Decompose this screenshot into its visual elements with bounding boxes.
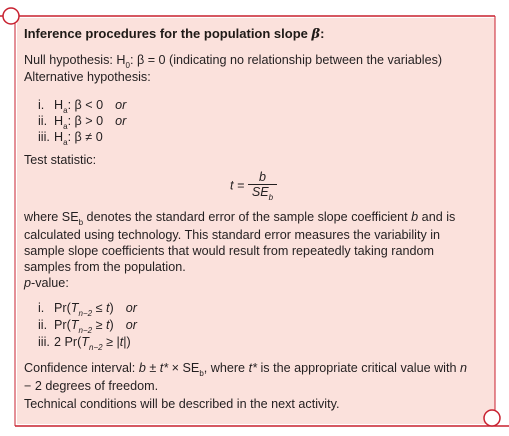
alt-hypothesis-item: i. $H_a$: β < 0 or xyxy=(38,98,127,115)
p-value-item: ii. $Pr(T_{n-2} \ge t)$ or xyxy=(38,318,137,335)
confidence-interval: Confidence interval: $b \pm t* \times SE_b$, where t* is the appropriate critical value with n − 2 degrees of freedom. xyxy=(24,361,467,393)
top-left-circle-icon xyxy=(3,8,19,24)
beta-symbol: β xyxy=(311,27,321,42)
box-title: Inference procedures for the population slope β: xyxy=(24,26,325,42)
technical-note: Technical conditions will be described in the next activity. xyxy=(24,397,340,411)
alt-hypothesis-label: Alternative hypothesis: xyxy=(24,70,151,84)
test-statistic-label: Test statistic: xyxy=(24,153,97,167)
alt-hypothesis-item: ii. $H_a$: β > 0 or xyxy=(38,114,127,131)
p-value-label: p-value: xyxy=(24,276,69,290)
fraction: $\frac{b}{SE_b}$ xyxy=(248,170,277,201)
where-paragraph: where $SE_b$ denotes the standard error of the sample slope coefficient b and is calculated using technology. This standard error measures the variability in sample slope coefficients that would result from repeatedly taking random samples from the population. xyxy=(24,210,456,274)
null-hypothesis: Null hypothesis: $H_0$: β = 0 (indicating no relationship between the variables) xyxy=(24,53,443,70)
p-value-item: iii. 2 $Pr(T_{n-2} \ge |t|)$ xyxy=(38,335,131,352)
bottom-right-circle-icon xyxy=(484,410,500,426)
alt-hypothesis-item: iii. $H_a$: β ≠ 0 xyxy=(38,130,103,147)
test-statistic-formula: t = $\frac{b}{SE_b}$ xyxy=(230,170,277,201)
p-value-item: i. $Pr(T_{n-2} \le t)$ or xyxy=(38,301,137,318)
